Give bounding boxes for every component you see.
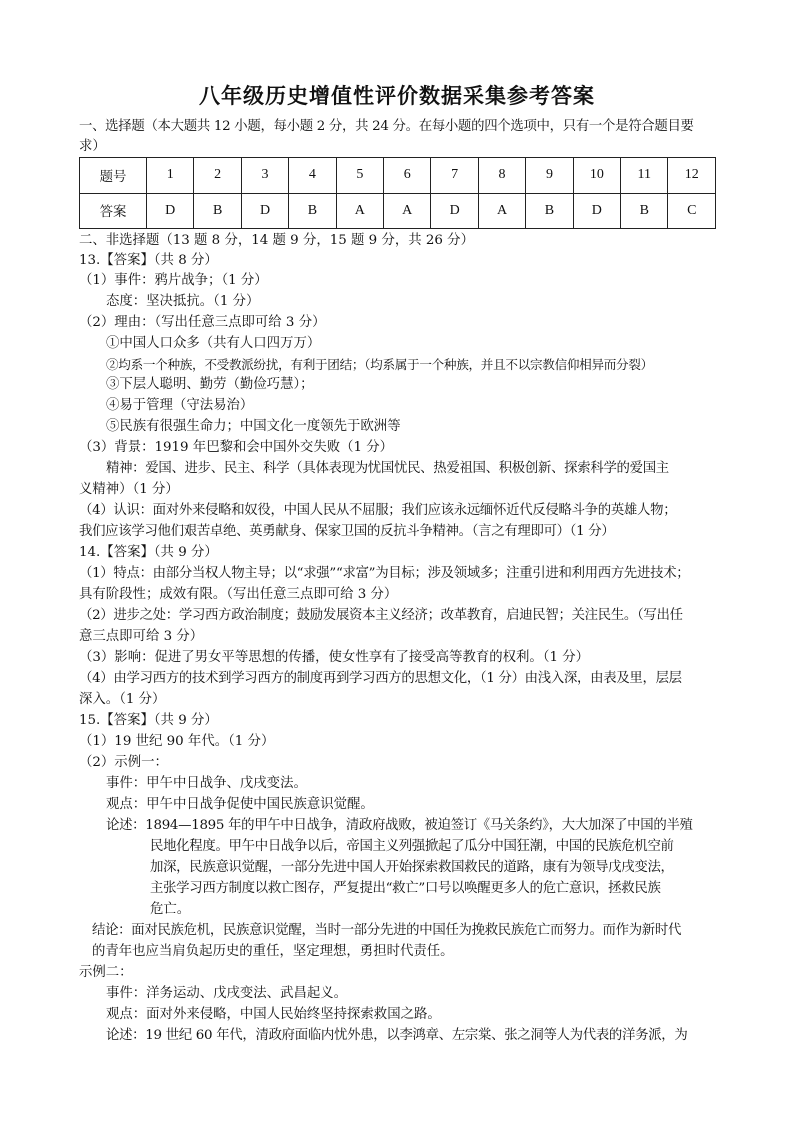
page-title: 八年级历史增值性评价数据采集参考答案 xyxy=(199,83,595,108)
question-number: 3 xyxy=(241,158,288,194)
q13-line: 态度：坚决抵抗。（1 分） xyxy=(106,294,260,309)
q13-line: （1）事件：鸦片战争；（1 分） xyxy=(79,273,268,288)
q15-line: 民地化程度。甲午中日战争以后，帝国主义列强掀起了瓜分中国狂潮，中国的民族危机空前 xyxy=(150,839,674,854)
answer-cell: D xyxy=(431,193,478,229)
q15-line: 论述：1894—1895 年的甲午中日战争，清政府战败，被迫签订《马关条约》，大大加深了中国的半殖 xyxy=(106,818,693,833)
section1-instructions: 一、选择题（本大题共 12 小题，每小题 2 分，共 24 分。在每小题的四个选项中，只有一个是符合题目要 xyxy=(79,119,694,134)
table-row-numbers xyxy=(80,158,716,194)
section2-header: 二、非选择题（13 题 8 分，14 题 9 分，15 题 9 分，共 26 分） xyxy=(79,233,474,248)
q15-line: 的青年也应当肩负起历史的重任，坚定理想，勇担时代责任。 xyxy=(92,944,454,959)
question-number: 4 xyxy=(289,158,336,194)
table-row-answers xyxy=(80,193,716,229)
q13-line: 我们应该学习他们艰苦卓绝、英勇献身、保家卫国的反抗斗争精神。（言之有理即可）（1 分） xyxy=(79,524,615,539)
q13-line: ⑤民族有很强生命力；中国文化一度领先于欧洲等 xyxy=(106,419,401,434)
q15-line: 危亡。 xyxy=(150,902,191,917)
question-number: 1 xyxy=(147,158,194,194)
q14-line: （2）进步之处：学习西方政治制度；鼓励发展资本主义经济；改革教育，启迪民智；关注民生。（写出任 xyxy=(79,608,683,623)
answer-table xyxy=(79,157,716,229)
answer-cell: D xyxy=(573,193,620,229)
question-number: 8 xyxy=(478,158,525,194)
answer-cell: A xyxy=(336,193,383,229)
question-number: 12 xyxy=(668,158,716,194)
question-number: 2 xyxy=(194,158,241,194)
q14-line: 意三点即可给 3 分） xyxy=(79,629,204,644)
question-number: 6 xyxy=(384,158,431,194)
section1-instructions-cont: 求） xyxy=(79,139,106,154)
q13-line: （4）认识：面对外来侵略和奴役，中国人民从不屈服；我们应该永远缅怀近代反侵略斗争的英雄人物； xyxy=(79,503,677,518)
q14-line: 深入。（1 分） xyxy=(79,692,166,707)
q15-line: 主张学习西方制度以救亡图存，严复提出“救亡”口号以唤醒更多人的危亡意识，拯救民族 xyxy=(150,881,661,896)
q13-line: ①中国人口众多（共有人口四万万） xyxy=(106,336,321,351)
q15-line: 加深，民族意识觉醒，一部分先进中国人开始探索救国救民的道路，康有为领导戊戌变法， xyxy=(150,860,674,875)
answer-cell: A xyxy=(384,193,431,229)
answer-cell: A xyxy=(478,193,525,229)
q13-line: 精神：爱国、进步、民主、科学（具体表现为忧国忧民、热爱祖国、积极创新、探索科学的爱国主 xyxy=(106,461,669,476)
question-number: 11 xyxy=(621,158,668,194)
q13-line: ②均系一个种族，不受教派纷扰，有利于团结；（均系属于一个种族，并且不以宗教信仰相异而分裂） xyxy=(106,357,653,372)
q14-header: 14.【答案】（共 9 分） xyxy=(79,545,218,560)
q15-line: （1）19 世纪 90 年代。（1 分） xyxy=(79,734,275,749)
q15-line: 结论：面对民族危机，民族意识觉醒，当时一部分先进的中国任为挽救民族危亡而努力。而作为新时代 xyxy=(92,923,682,938)
answer-cell: D xyxy=(241,193,288,229)
q13-header: 13.【答案】（共 8 分） xyxy=(79,253,218,268)
answer-cell: B xyxy=(526,193,573,229)
q14-line: （3）影响：促进了男女平等思想的传播，使女性享有了接受高等教育的权利。（1 分） xyxy=(79,650,590,665)
answer-cell: D xyxy=(147,193,194,229)
q13-line: ④易于管理（守法易治） xyxy=(106,398,254,413)
question-number: 5 xyxy=(336,158,383,194)
q15-line: 论述：19 世纪 60 年代，清政府面临内忧外患，以李鸿章、左宗棠、张之洞等人为代表的洋务派，为 xyxy=(106,1028,688,1043)
answer-cell: C xyxy=(668,193,716,229)
q15-line: 事件：洋务运动、戊戌变法、武昌起义。 xyxy=(106,986,348,1001)
q15-line: 示例二： xyxy=(79,965,133,980)
q14-line: 具有阶段性；成效有限。（写出任意三点即可给 3 分） xyxy=(79,587,398,602)
q15-line: 观点：面对外来侵略，中国人民始终坚持探索救国之路。 xyxy=(106,1007,441,1022)
q13-line: （3）背景：1919 年巴黎和会中国外交失败（1 分） xyxy=(79,440,394,455)
question-number: 7 xyxy=(431,158,478,194)
q14-line: （1）特点：由部分当权人物主导；以“求强”“求富”为目标；涉及领域多；注重引进和利用西方先进技术； xyxy=(79,566,690,581)
q13-line: ③下层人聪明、勤劳（勤俭巧慧）； xyxy=(106,377,314,392)
q13-line: 义精神）（1 分） xyxy=(79,482,179,497)
answer-cell: B xyxy=(289,193,336,229)
row-label-number: 题号 xyxy=(80,158,147,194)
q13-line: （2）理由：（写出任意三点即可给 3 分） xyxy=(79,315,326,330)
q15-header: 15.【答案】（共 9 分） xyxy=(79,713,218,728)
question-number: 9 xyxy=(526,158,573,194)
question-number: 10 xyxy=(573,158,620,194)
answer-cell: B xyxy=(621,193,668,229)
q14-line: （4）由学习西方的技术到学习西方的制度再到学习西方的思想文化，（1 分）由浅入深，由表及里，层层 xyxy=(79,671,682,686)
q15-line: 事件：甲午中日战争、戊戌变法。 xyxy=(106,776,307,791)
row-label-answer: 答案 xyxy=(80,193,147,229)
q15-line: 观点：甲午中日战争促使中国民族意识觉醒。 xyxy=(106,797,374,812)
answer-cell: B xyxy=(194,193,241,229)
q15-line: （2）示例一： xyxy=(79,755,168,770)
